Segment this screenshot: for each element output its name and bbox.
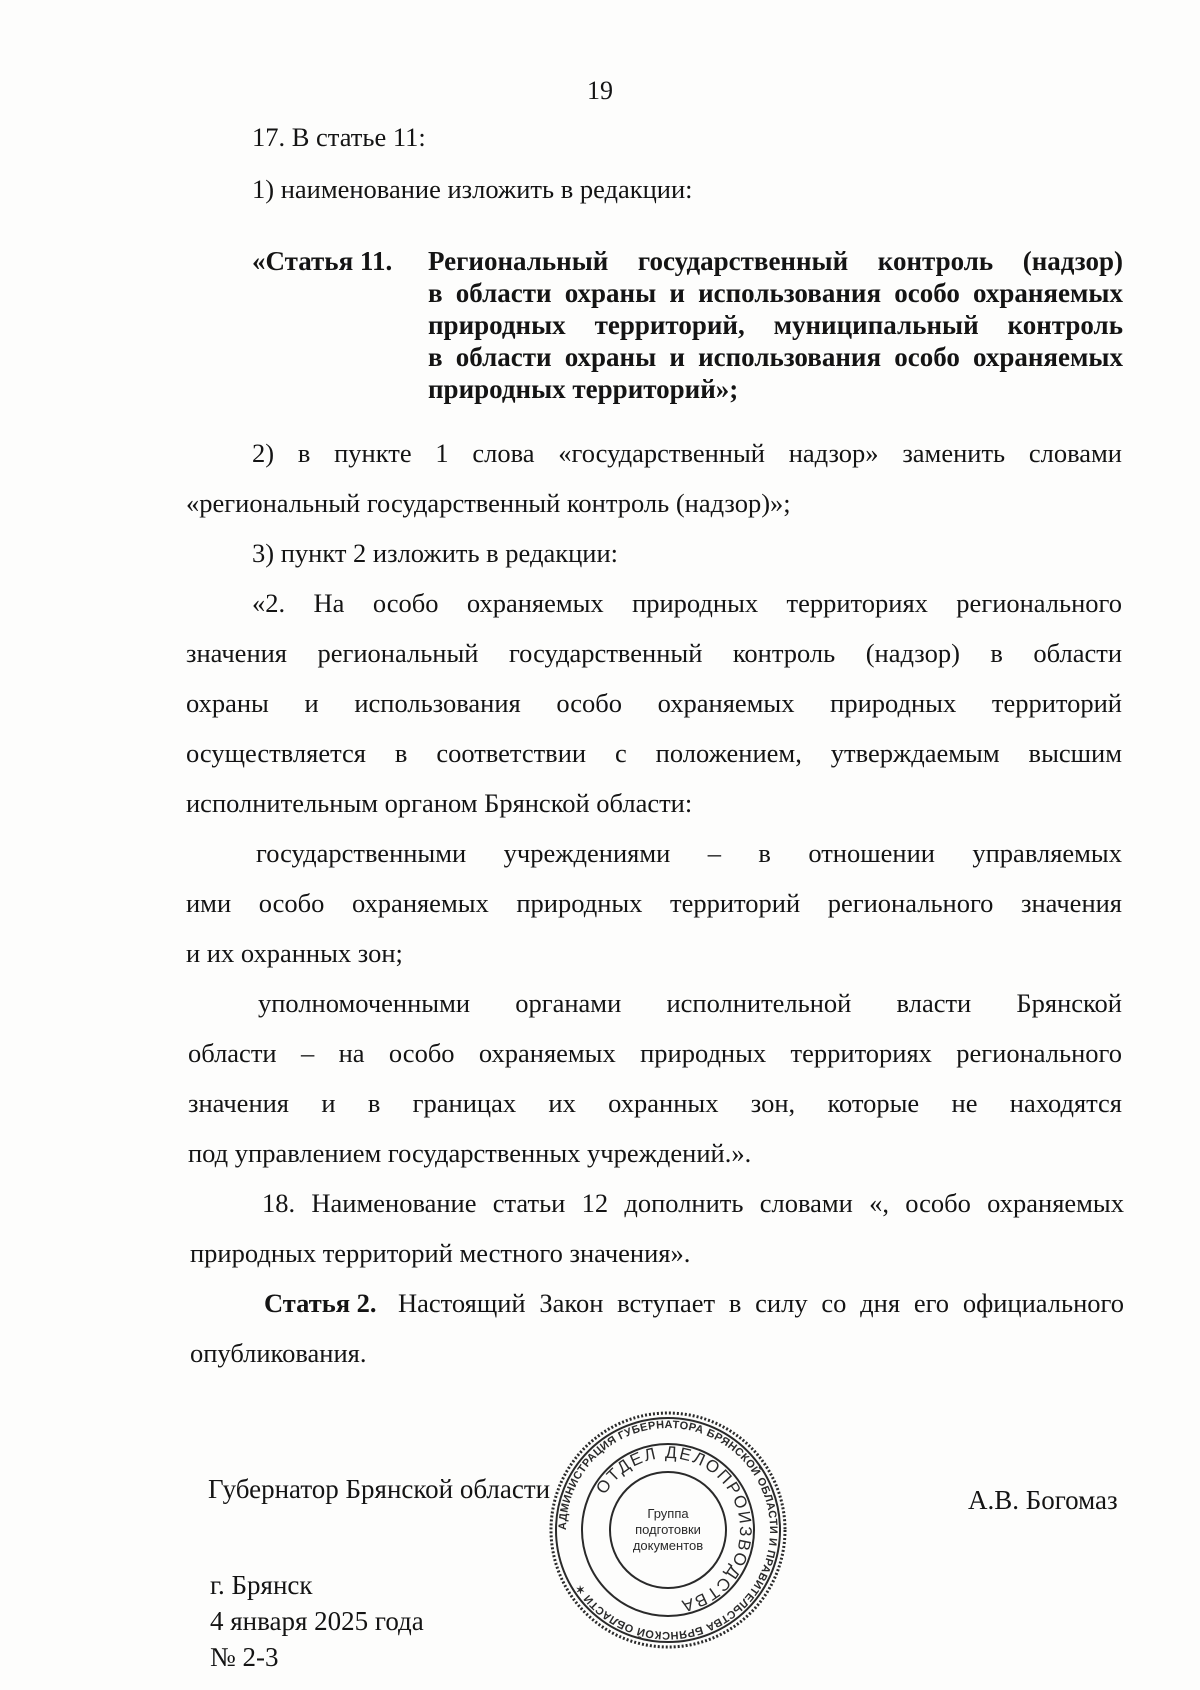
bullet2-line: области – на особо охраняемых природных территориях регионального <box>188 1038 1122 1068</box>
signatory-name: А.В. Богомаз <box>968 1485 1118 1515</box>
item-17-sub1: 1) наименование изложить в редакции: <box>252 174 693 204</box>
quote-line: осуществляется в соответствии с положением, утверждаемым высшим <box>186 738 1122 768</box>
signing-date: 4 января 2025 года <box>210 1606 424 1636</box>
stamp-center-line: документов <box>632 1538 704 1553</box>
item-17-sub2-line: «региональный государственный контроль (надзор)»; <box>186 488 791 518</box>
law-number: № 2-3 <box>210 1642 279 1672</box>
article-2-label: Статья 2. <box>264 1288 377 1318</box>
item-17-sub3: 3) пункт 2 изложить в редакции: <box>252 538 618 568</box>
stamp-outer-text: АДМИНИСТРАЦИЯ ГУБЕРНАТОРА БРЯНСКОЙ ОБЛАСТИ И ПРАВИТЕЛЬСТВА БРЯНСКОЙ ОБЛАСТИ ✶ <box>556 1418 780 1642</box>
item-17-heading: 17. В статье 11: <box>252 122 426 152</box>
signing-place: г. Брянск <box>210 1570 313 1600</box>
page-number: 19 <box>587 76 613 105</box>
bullet1-line: и их охранных зон; <box>186 938 403 968</box>
article-2-text: опубликования. <box>190 1338 367 1368</box>
quote-line: исполнительным органом Брянской области: <box>186 788 693 818</box>
bullet1-line: ими особо охраняемых природных территорий регионального значения <box>186 888 1122 918</box>
quote-line: значения региональный государственный контроль (надзор) в области <box>186 638 1122 668</box>
item-17-sub2-line: 2) в пункте 1 слова «государственный надзор» заменить словами <box>252 438 1122 468</box>
article-11-title-line: природных территорий, муниципальный контроль <box>428 310 1123 340</box>
signatory-position: Губернатор Брянской области <box>208 1474 551 1504</box>
article-11-title-line: в области охраны и использования особо охраняемых <box>428 342 1123 372</box>
quote-line: охраны и использования особо охраняемых природных территорий <box>186 688 1122 718</box>
item-18-line: 18. Наименование статьи 12 дополнить словами «, особо охраняемых <box>262 1188 1124 1218</box>
article-11-title-line: Региональный государственный контроль (надзор) <box>428 246 1123 276</box>
item-18-line: природных территорий местного значения». <box>190 1238 691 1268</box>
bullet2-line: уполномоченными органами исполнительной власти Брянской <box>258 988 1122 1018</box>
quote-line: «2. На особо охраняемых природных территориях регионального <box>252 588 1122 618</box>
bullet1-line: государственными учреждениями – в отношении управляемых <box>256 838 1122 868</box>
official-seal-stamp <box>548 1410 788 1650</box>
stamp-center-line: Группа <box>647 1506 689 1521</box>
article-11-title-line: в области охраны и использования особо охраняемых <box>428 278 1123 308</box>
bullet2-line: значения и в границах их охранных зон, которые не находятся <box>188 1088 1122 1118</box>
stamp-ring-text: ОТДЕЛ ДЕЛОПРОИЗВОДСТВА <box>592 1442 756 1616</box>
article-11-title-line: природных территорий»; <box>428 374 739 404</box>
article-2-text: Настоящий Закон вступает в силу со дня его официального <box>398 1288 1124 1318</box>
stamp-center-line: подготовки <box>635 1522 701 1537</box>
bullet2-line: под управлением государственных учреждений.». <box>188 1138 752 1168</box>
article-11-label: «Статья 11. <box>252 246 393 276</box>
